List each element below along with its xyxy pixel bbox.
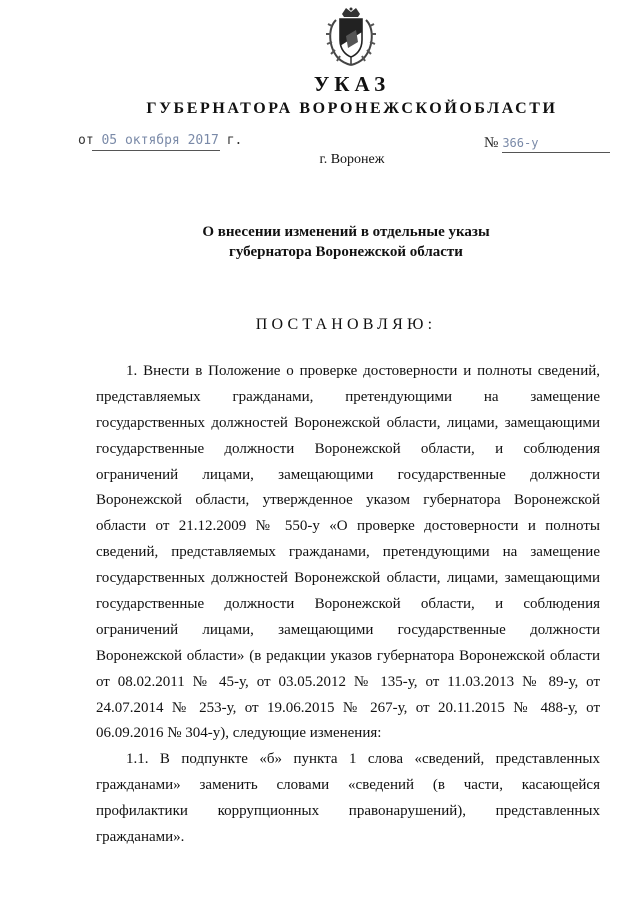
body-line: области от 21.12.2009 № 550-у «О проверке достоверности и полноты [96, 518, 600, 535]
date-underline [92, 150, 220, 151]
date-suffix: г. [226, 133, 243, 148]
date-prefix: от [78, 133, 94, 148]
body-line: 24.07.2014 № 253-у, от 19.06.2015 № 267-у, от 20.11.2015 № 488-у, от [96, 699, 600, 716]
document-date [78, 133, 242, 148]
coat-of-arms-emblem [322, 6, 380, 68]
body-line: Воронежской области, утвержденное указом губернатора Воронежской [96, 492, 600, 509]
decree-word: ПОСТАНОВЛЯЮ: [255, 316, 437, 333]
body-line: гражданами». [96, 829, 185, 846]
document-city: г. Воронеж [319, 152, 385, 167]
body-line: от 08.02.2011 № 45-у, от 03.05.2012 № 135-у, от 11.03.2013 № 89-у, от [96, 673, 600, 690]
body-line: сведений, представляемых гражданами, претендующими на замещение [96, 544, 600, 561]
document-number [484, 135, 538, 152]
body-line: ограничений лицами, замещающими государственные должности [96, 621, 600, 638]
body-line: гражданами» заменить словами «сведений (в части, касающейся [96, 777, 600, 794]
number-prefix: № [484, 135, 499, 151]
date-value: 05 октября 2017 [101, 133, 219, 148]
body-line: ограничений лицами, замещающими государственные должности [96, 466, 600, 483]
body-line: представляемых гражданами, претендующими на замещение [96, 388, 600, 405]
body-line: государственные должности Воронежской области, и соблюдения [96, 596, 600, 613]
document-subject [0, 222, 640, 262]
subject-line: губернатора Воронежской области [229, 244, 463, 260]
body-line: профилактики коррупционных правонарушений), представленных [96, 803, 600, 820]
document-issuer: ГУБЕРНАТОРА ВОРОНЕЖСКОЙОБЛАСТИ [146, 100, 558, 117]
body-line: 1.1. В подпункте «б» пункта 1 слова «сведений, представленных [126, 751, 600, 768]
body-line: 06.09.2016 № 304-у), следующие изменения: [96, 725, 382, 742]
body-line: Воронежской области» (в редакции указов губернатора Воронежской области [96, 647, 600, 664]
document-body [96, 359, 600, 851]
subject-line: О внесении изменений в отдельные указы [202, 224, 490, 240]
number-value: 366-у [502, 136, 539, 150]
document-title: УКАЗ [313, 72, 391, 96]
body-line: 1. Внести в Положение о проверке достоверности и полноты сведений, [126, 363, 600, 379]
body-line: государственные должности Воронежской области, и соблюдения [96, 440, 600, 457]
body-line: государственных должностей Воронежской области, лицами, замещающими [96, 414, 600, 431]
body-line: государственных должностей Воронежской области, лицами, замещающими [96, 570, 600, 587]
